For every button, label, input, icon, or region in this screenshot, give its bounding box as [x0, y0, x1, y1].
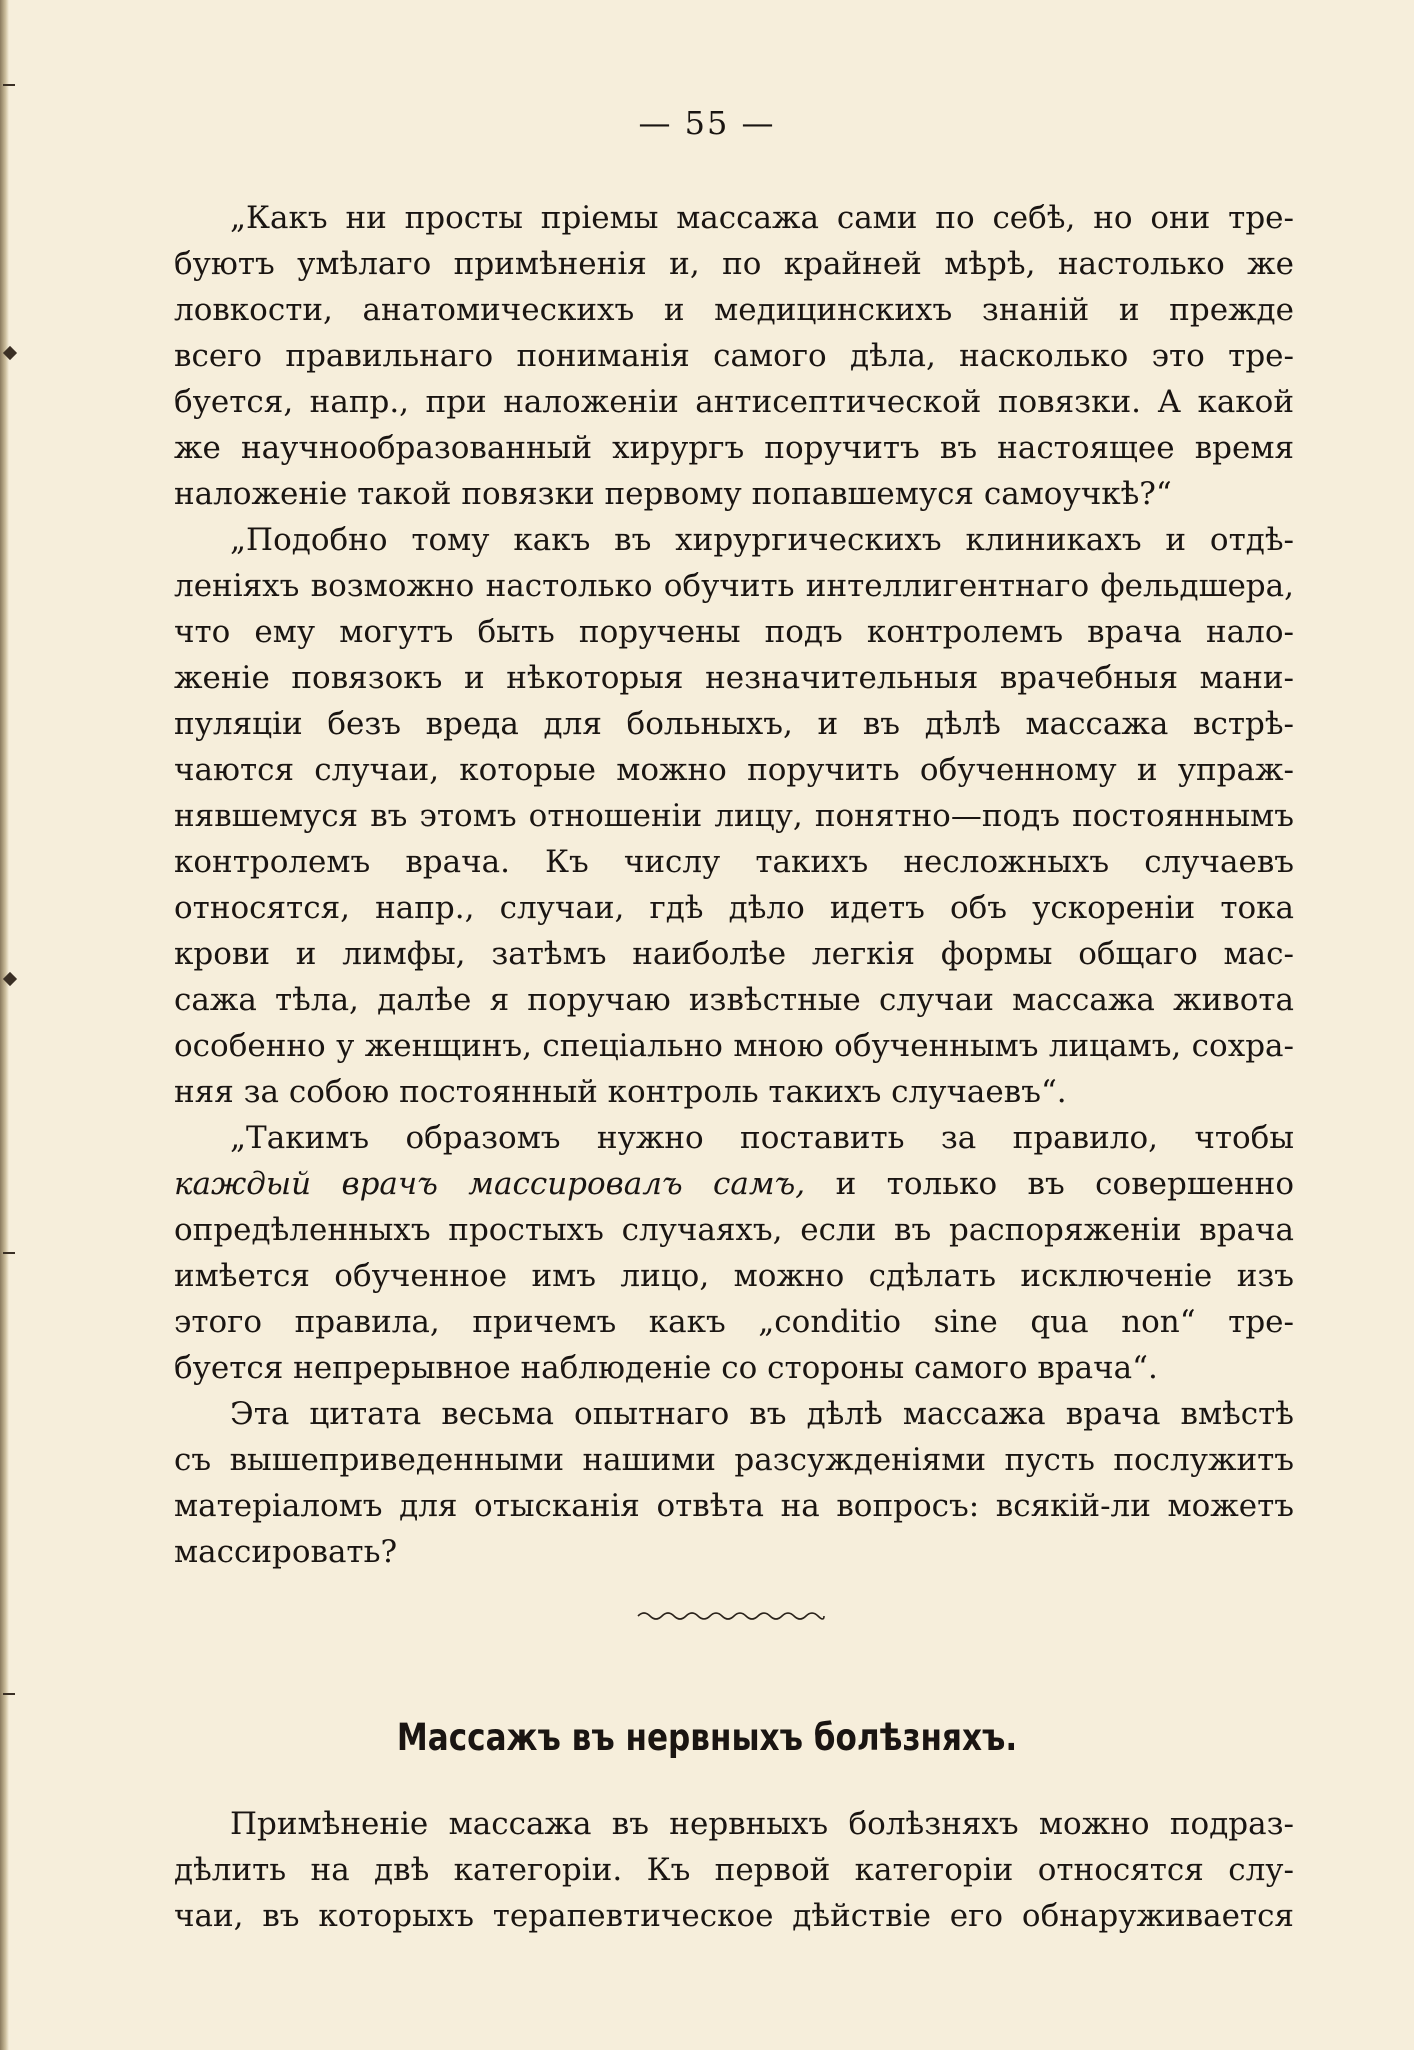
- text-line: Примѣненіе массажа въ нервныхъ болѣзняхъ можно подраз-: [230, 1806, 1294, 1842]
- text-line: „Подобно тому какъ въ хирургическихъ клиникахъ и отдѣ-: [230, 522, 1294, 558]
- text-line: что ему могутъ быть поручены подъ контролемъ врача нало-: [174, 614, 1294, 650]
- text-line: съ вышеприведенными нашими разсужденіями пусть послужитъ: [174, 1442, 1294, 1478]
- decorative-wave-ornament: [636, 1608, 826, 1624]
- text-line: женіе повязокъ и нѣкоторыя незначительныя врачебныя мани-: [174, 660, 1294, 696]
- text-line: опредѣленныхъ простыхъ случаяхъ, если въ распоряженіи врача: [174, 1212, 1294, 1248]
- text-line: этого правила, причемъ какъ „conditio sine qua non“ тре-: [174, 1304, 1294, 1340]
- text-line: чаи, въ которыхъ терапевтическое дѣйствіе его обнаруживается: [174, 1898, 1294, 1934]
- text-line-with-emphasis: [174, 1162, 1294, 1206]
- text-line: леніяхъ возможно настолько обучить интеллигентнаго фельдшера,: [174, 568, 1294, 604]
- text-line: буютъ умѣлаго примѣненія и, по крайней мѣрѣ, настолько же: [174, 246, 1294, 282]
- section-heading: Массажъ въ нервныхъ болѣзняхъ.: [396, 1716, 1018, 1759]
- margin-tick-mark: [3, 84, 15, 86]
- text-line: крови и лимфы, затѣмъ наиболѣе легкія формы общаго мас-: [174, 936, 1294, 972]
- text-line: наложеніе такой повязки первому попавшемуся самоучкѣ?“: [174, 476, 1172, 512]
- text-line: Эта цитата весьма опытнаго въ дѣлѣ массажа врача вмѣстѣ: [230, 1396, 1294, 1432]
- text-line: дѣлить на двѣ категоріи. Къ первой категоріи относятся слу-: [174, 1852, 1294, 1888]
- text-line: всего правильнаго пониманія самого дѣла, насколько это тре-: [174, 338, 1294, 374]
- text-line: буется, напр., при наложеніи антисептической повязки. А какой: [174, 384, 1294, 420]
- page-number: — 55 —: [638, 104, 776, 142]
- margin-tick-mark: [3, 1252, 15, 1254]
- text-line: сажа тѣла, далѣе я поручаю извѣстные случаи массажа живота: [174, 982, 1294, 1018]
- text-line: „Какъ ни просты пріемы массажа сами по себѣ, но они тре-: [230, 200, 1294, 236]
- text-line: особенно у женщинъ, спеціально мною обученнымъ лицамъ, сохра-: [174, 1028, 1294, 1064]
- text-line: буется непрерывное наблюденіе со стороны самого врача“.: [174, 1350, 1158, 1386]
- text-line: матеріаломъ для отысканія отвѣта на вопросъ: всякій-ли можетъ: [174, 1488, 1294, 1524]
- text-line: пуляціи безъ вреда для больныхъ, и въ дѣлѣ массажа встрѣ-: [174, 706, 1294, 742]
- text-line: имѣется обученное имъ лицо, можно сдѣлать исключеніе изъ: [174, 1258, 1294, 1294]
- text-line: нявшемуся въ этомъ отношеніи лицу, понятно—подъ постояннымъ: [174, 798, 1294, 834]
- text-line: же научнообразованный хирургъ поручитъ въ настоящее время: [174, 430, 1294, 466]
- margin-tick-mark: [3, 1693, 15, 1695]
- text-line: ловкости, анатомическихъ и медицинскихъ знаній и прежде: [174, 292, 1294, 328]
- italic-phrase: каждый врачъ массировалъ самъ,: [174, 1166, 806, 1202]
- text-line: контролемъ врача. Къ числу такихъ несложныхъ случаевъ: [174, 844, 1294, 880]
- text-line: относятся, напр., случаи, гдѣ дѣло идетъ объ ускореніи тока: [174, 890, 1294, 926]
- text-line: „Такимъ образомъ нужно поставить за правило, чтобы: [230, 1120, 1294, 1156]
- text-line: няя за собою постоянный контроль такихъ случаевъ“.: [174, 1074, 1067, 1110]
- text-line: чаются случаи, которые можно поручить обученному и упраж-: [174, 752, 1294, 788]
- binding-edge: [0, 0, 9, 2050]
- text-fragment: и только въ совершенно: [805, 1166, 1294, 1202]
- text-line: массировать?: [174, 1534, 398, 1570]
